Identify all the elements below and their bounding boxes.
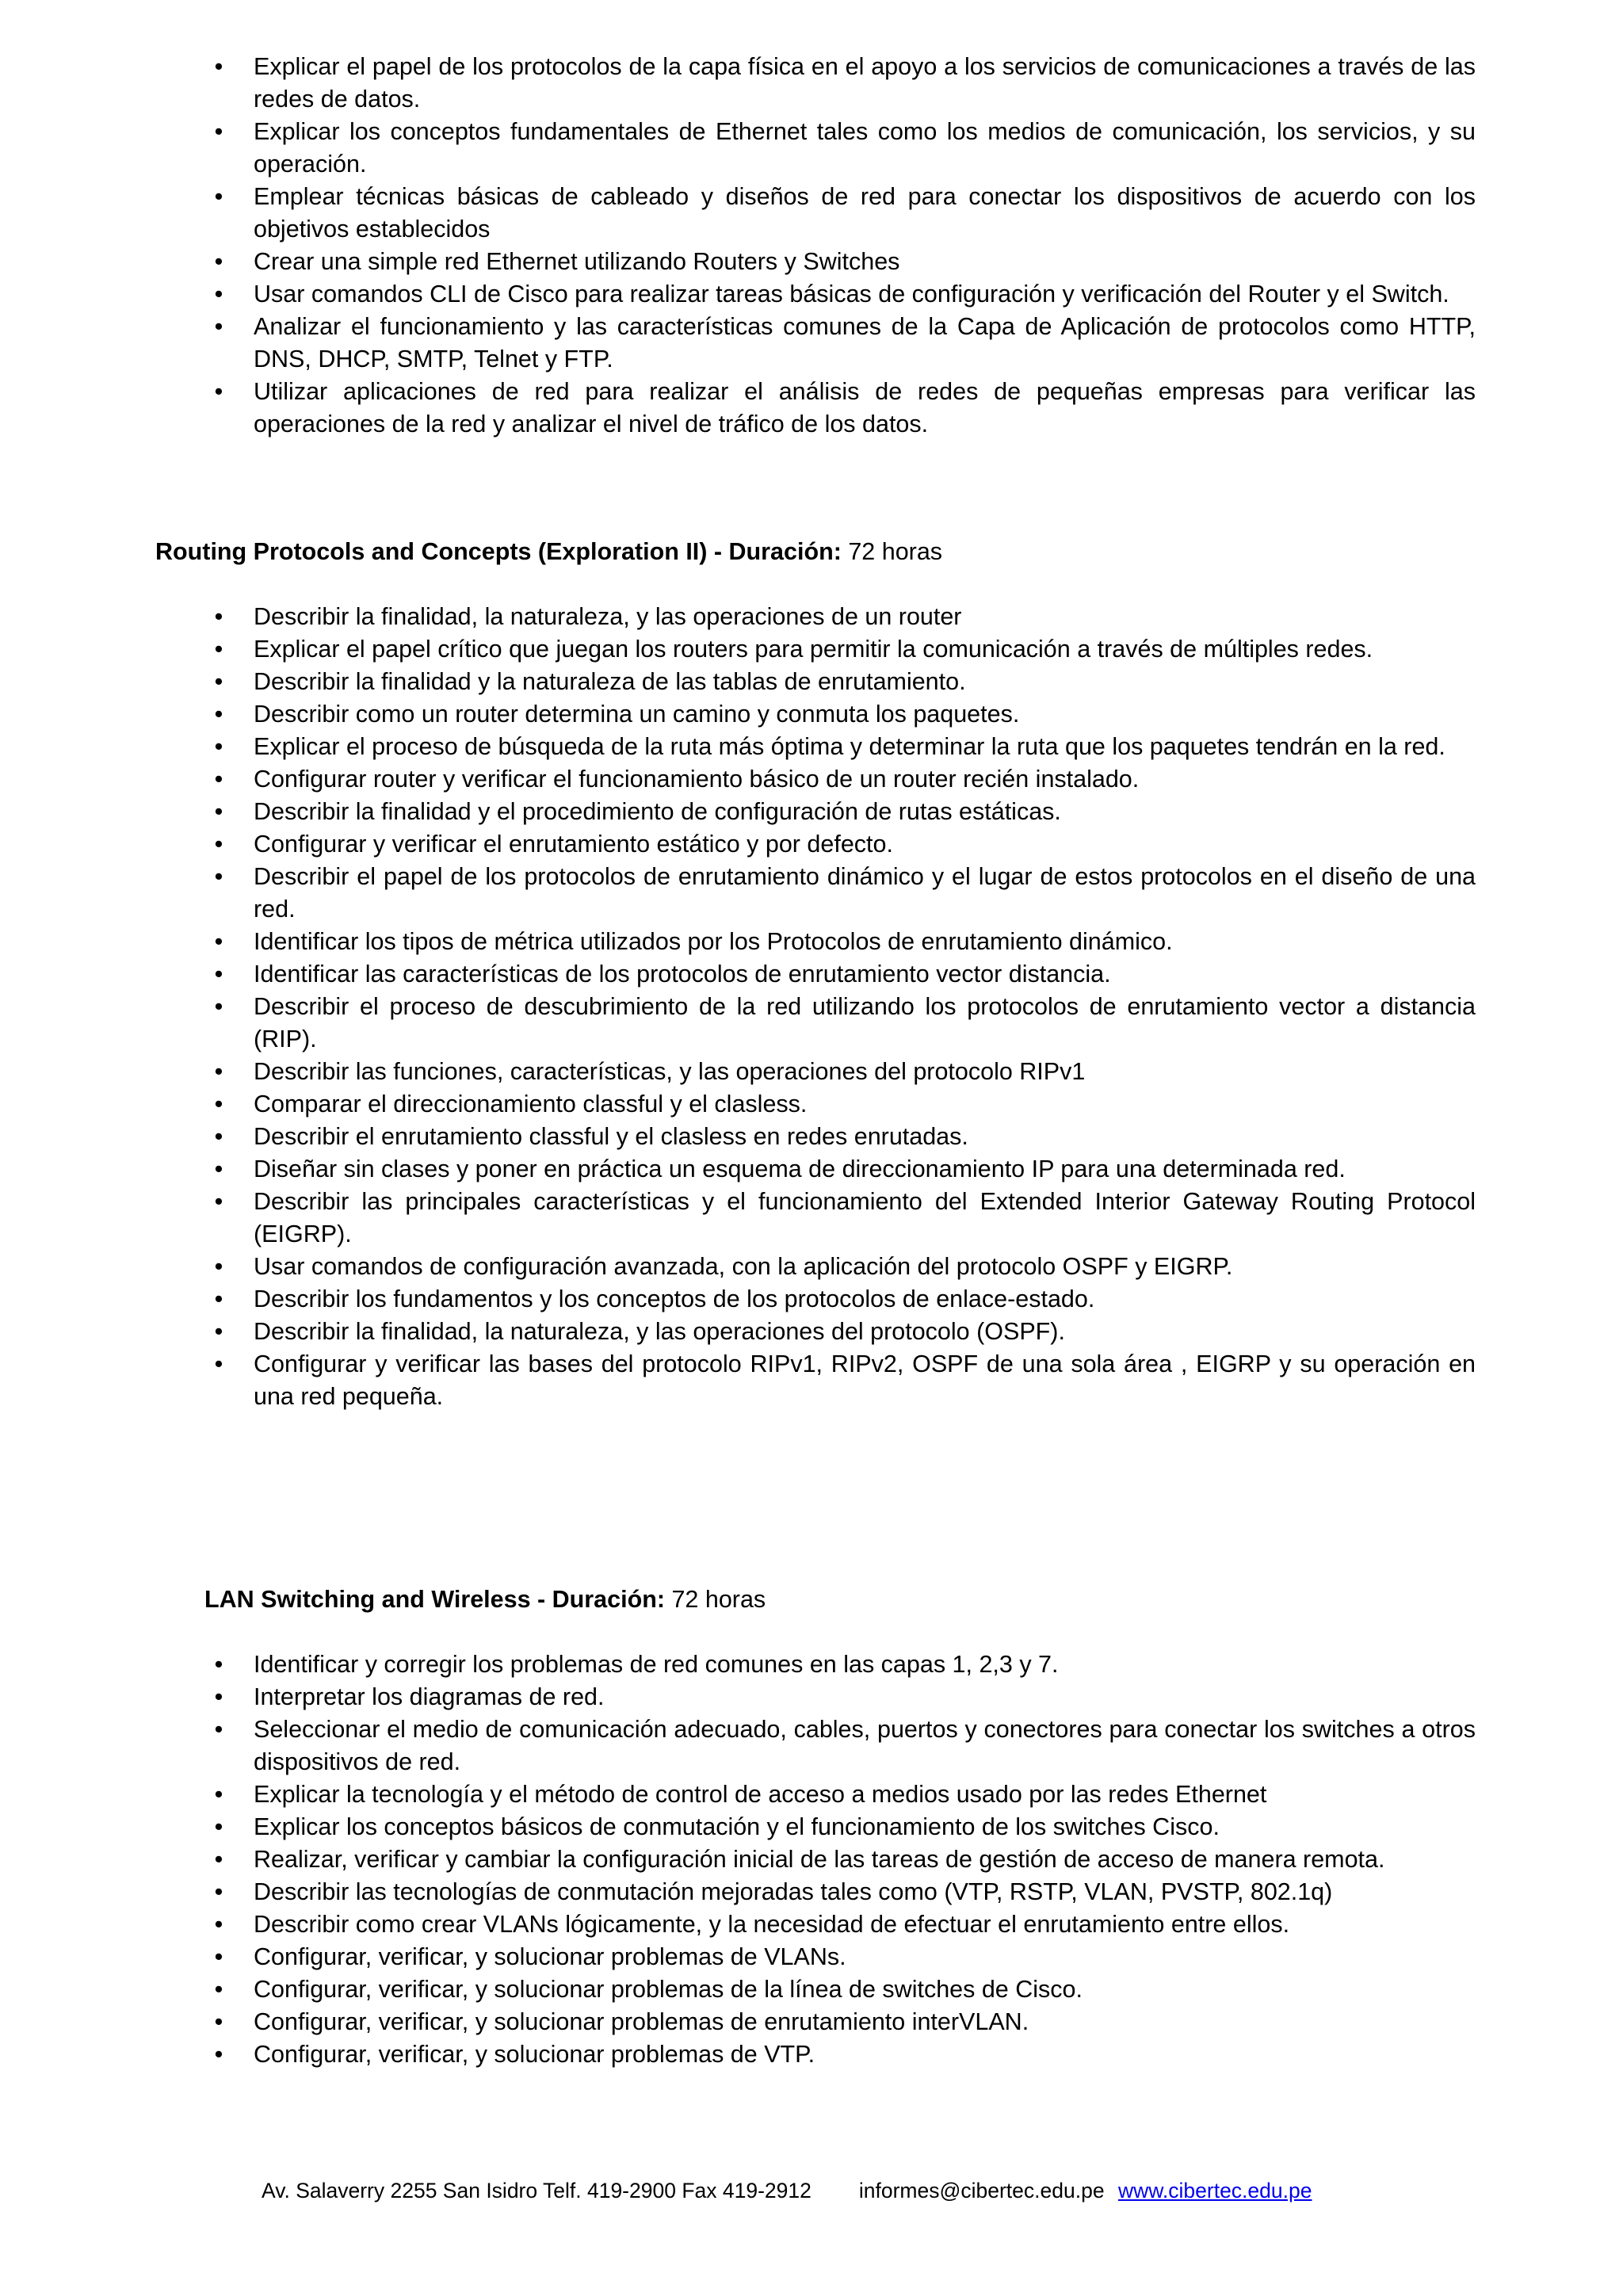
bullet-icon: • <box>214 281 223 308</box>
bullet-icon: • <box>214 1286 223 1312</box>
list-item <box>200 1251 1476 1283</box>
bullet-icon: • <box>214 1058 223 1085</box>
list-item-text: Describir el enrutamiento classful y el clasless en redes enrutadas. <box>254 1123 968 1150</box>
bullet-icon: • <box>214 603 223 630</box>
list-item <box>200 763 1476 796</box>
list-item <box>200 1088 1476 1121</box>
bullet-icon: • <box>214 993 223 1020</box>
list-item-text: Describir la finalidad, la naturaleza, y las operaciones del protocolo (OSPF). <box>254 1318 1065 1345</box>
bullet-icon: • <box>214 961 223 988</box>
list-item-text: Configurar, verificar, y solucionar problemas de enrutamiento interVLAN. <box>254 2008 1029 2035</box>
list-item <box>200 666 1476 698</box>
list-item <box>200 1973 1476 2006</box>
section-duration-routing: 72 horas <box>841 538 943 565</box>
list-item <box>200 958 1476 991</box>
list-item <box>200 1681 1476 1713</box>
list-item <box>200 311 1476 376</box>
list-item <box>200 51 1476 116</box>
footer <box>262 2176 1312 2205</box>
list-item-text: Explicar la tecnología y el método de control de acceso a medios usado por las redes Ethernet <box>254 1781 1267 1808</box>
bullet-icon: • <box>214 1091 223 1117</box>
bullet-icon: • <box>214 1683 223 1710</box>
bullet-icon: • <box>214 701 223 728</box>
list-item <box>200 1056 1476 1088</box>
bullet-icon: • <box>214 1156 223 1182</box>
objectives-list-1 <box>200 51 1476 441</box>
list-item-text: Describir como un router determina un camino y conmuta los paquetes. <box>254 701 1020 728</box>
bullet-icon: • <box>214 1123 223 1150</box>
list-item-text: Identificar las características de los protocolos de enrutamiento vector distancia. <box>254 961 1111 988</box>
list-item-text: Configurar y verificar las bases del protocolo RIPv1, RIPv2, OSPF de una sola área , EIGRP y su operación en una red pequeña. <box>254 1350 1476 1410</box>
list-item <box>200 633 1476 666</box>
list-item-text: Describir la finalidad, la naturaleza, y las operaciones de un router <box>254 603 962 630</box>
list-item-text: Identificar y corregir los problemas de red comunes en las capas 1, 2,3 y 7. <box>254 1651 1059 1678</box>
footer-address: Av. Salaverry 2255 San Isidro Telf. 419-2900 Fax 419-2912 <box>262 2179 812 2202</box>
list-item <box>200 1648 1476 1681</box>
list-item-text: Explicar los conceptos fundamentales de Ethernet tales como los medios de comunicación, los servicios, y su operación. <box>254 118 1476 178</box>
list-item <box>200 1713 1476 1778</box>
bullet-icon: • <box>214 636 223 663</box>
list-item <box>200 246 1476 278</box>
bullet-icon: • <box>214 2008 223 2035</box>
list-item-text: Explicar los conceptos básicos de conmutación y el funcionamiento de los switches Cisco. <box>254 1813 1220 1840</box>
bullet-icon: • <box>214 766 223 793</box>
bullet-icon: • <box>214 1318 223 1345</box>
bullet-icon: • <box>214 798 223 825</box>
list-item-text: Describir la finalidad y el procedimiento de configuración de rutas estáticas. <box>254 798 1061 825</box>
list-item <box>200 1316 1476 1348</box>
list-item-text: Analizar el funcionamiento y las características comunes de la Capa de Aplicación de protocolos como HTTP, DNS, DHCP, SMTP, Telnet y FTP. <box>254 313 1476 372</box>
list-item-text: Interpretar los diagramas de red. <box>254 1683 605 1710</box>
list-item <box>200 601 1476 633</box>
bullet-icon: • <box>214 668 223 695</box>
list-item <box>200 1778 1476 1811</box>
list-item-text: Configurar, verificar, y solucionar problemas de la línea de switches de Cisco. <box>254 1976 1083 2003</box>
list-item-text: Describir las principales características y el funcionamiento del Extended Interior Gateway Routing Protocol (EIGRP). <box>254 1188 1476 1247</box>
list-item <box>200 1121 1476 1153</box>
list-item <box>200 698 1476 731</box>
section-duration-lan: 72 horas <box>665 1586 766 1613</box>
bullet-icon: • <box>214 1651 223 1678</box>
list-item-text: Explicar el papel crítico que juegan los routers para permitir la comunicación a través de múltiples redes. <box>254 636 1373 663</box>
list-item <box>200 1941 1476 1973</box>
bullet-icon: • <box>214 378 223 405</box>
section-heading-lan <box>204 1584 766 1616</box>
list-item-text: Crear una simple red Ethernet utilizando Routers y Switches <box>254 248 900 275</box>
bullet-icon: • <box>214 1716 223 1743</box>
bullet-icon: • <box>214 118 223 145</box>
list-item <box>200 278 1476 311</box>
bullet-icon: • <box>214 1188 223 1215</box>
list-item-text: Describir como crear VLANs lógicamente, y la necesidad de efectuar el enrutamiento entre ellos. <box>254 1911 1290 1938</box>
list-item-text: Configurar router y verificar el funcionamiento básico de un router recién instalado. <box>254 766 1140 793</box>
list-item-text: Identificar los tipos de métrica utilizados por los Protocolos de enrutamiento dinámico. <box>254 928 1173 955</box>
list-item-text: Describir las funciones, características, y las operaciones del protocolo RIPv1 <box>254 1058 1086 1085</box>
bullet-icon: • <box>214 831 223 858</box>
list-item <box>200 926 1476 958</box>
list-item-text: Realizar, verificar y cambiar la configuración inicial de las tareas de gestión de acceso de manera remota. <box>254 1846 1385 1873</box>
list-item-text: Usar comandos de configuración avanzada, con la aplicación del protocolo OSPF y EIGRP. <box>254 1253 1233 1280</box>
bullet-icon: • <box>214 1813 223 1840</box>
list-item-text: Seleccionar el medio de comunicación adecuado, cables, puertos y conectores para conectar los switches a otros dispositivos de red. <box>254 1716 1476 1775</box>
footer-email: informes@cibertec.edu.pe <box>858 2179 1105 2202</box>
bullet-icon: • <box>214 1943 223 1970</box>
bullet-icon: • <box>214 183 223 210</box>
list-item-text: Explicar el proceso de búsqueda de la ruta más óptima y determinar la ruta que los paquetes tendrán en la red. <box>254 733 1445 760</box>
list-item <box>200 376 1476 441</box>
section-title-routing: Routing Protocols and Concepts (Exploration II) - Duración: <box>155 538 842 565</box>
bullet-icon: • <box>214 1253 223 1280</box>
bullet-icon: • <box>214 863 223 890</box>
list-item-text: Emplear técnicas básicas de cableado y diseños de red para conectar los dispositivos de acuerdo con los objetivos establecidos <box>254 183 1476 243</box>
bullet-icon: • <box>214 313 223 340</box>
list-item-text: Configurar y verificar el enrutamiento estático y por defecto. <box>254 831 893 858</box>
list-item-text: Utilizar aplicaciones de red para realizar el análisis de redes de pequeñas empresas para verificar las operaciones de la red y analizar el nivel de tráfico de los datos. <box>254 378 1476 437</box>
list-item-text: Explicar el papel de los protocolos de la capa física en el apoyo a los servicios de comunicaciones a través de las redes de datos. <box>254 53 1476 113</box>
list-item <box>200 796 1476 828</box>
list-item <box>200 1908 1476 1941</box>
list-item-text: Describir la finalidad y la naturaleza de las tablas de enrutamiento. <box>254 668 966 695</box>
bullet-icon: • <box>214 733 223 760</box>
list-item <box>200 731 1476 763</box>
list-item <box>200 828 1476 861</box>
bullet-icon: • <box>214 1878 223 1905</box>
bullet-icon: • <box>214 2041 223 2068</box>
bullet-icon: • <box>214 53 223 80</box>
list-item <box>200 1811 1476 1843</box>
list-item <box>200 1876 1476 1908</box>
objectives-list-3 <box>200 1648 1476 2071</box>
list-item-text: Configurar, verificar, y solucionar problemas de VTP. <box>254 2041 815 2068</box>
list-item <box>200 861 1476 926</box>
list-item-text: Describir las tecnologías de conmutación mejoradas tales como (VTP, RSTP, VLAN, PVSTP, 802.1q) <box>254 1878 1333 1905</box>
section-title-lan: LAN Switching and Wireless - Duración: <box>204 1586 665 1613</box>
list-item-text: Describir el proceso de descubrimiento de la red utilizando los protocolos de enrutamiento vector a distancia (RIP). <box>254 993 1476 1052</box>
footer-website-link[interactable]: www.cibertec.edu.pe <box>1117 2179 1312 2202</box>
list-item <box>200 2038 1476 2071</box>
list-item-text: Describir los fundamentos y los conceptos de los protocolos de enlace-estado. <box>254 1286 1095 1312</box>
objectives-list-2 <box>200 601 1476 1413</box>
bullet-icon: • <box>214 1350 223 1377</box>
bullet-icon: • <box>214 1976 223 2003</box>
section-heading-routing <box>155 536 942 568</box>
bullet-icon: • <box>214 248 223 275</box>
list-item-text: Describir el papel de los protocolos de enrutamiento dinámico y el lugar de estos protocolos en el diseño de una red. <box>254 863 1476 923</box>
list-item-text: Configurar, verificar, y solucionar problemas de VLANs. <box>254 1943 846 1970</box>
list-item <box>200 1348 1476 1413</box>
list-item <box>200 181 1476 246</box>
bullet-icon: • <box>214 1846 223 1873</box>
list-item <box>200 1283 1476 1316</box>
list-item <box>200 2006 1476 2038</box>
list-item <box>200 1186 1476 1251</box>
list-item <box>200 991 1476 1056</box>
bullet-icon: • <box>214 1911 223 1938</box>
bullet-icon: • <box>214 928 223 955</box>
list-item-text: Diseñar sin clases y poner en práctica un esquema de direccionamiento IP para una determinada red. <box>254 1156 1346 1182</box>
list-item-text: Comparar el direccionamiento classful y el clasless. <box>254 1091 808 1117</box>
list-item <box>200 1153 1476 1186</box>
list-item-text: Usar comandos CLI de Cisco para realizar tareas básicas de configuración y verificación del Router y el Switch. <box>254 281 1449 308</box>
list-item <box>200 116 1476 181</box>
bullet-icon: • <box>214 1781 223 1808</box>
list-item <box>200 1843 1476 1876</box>
